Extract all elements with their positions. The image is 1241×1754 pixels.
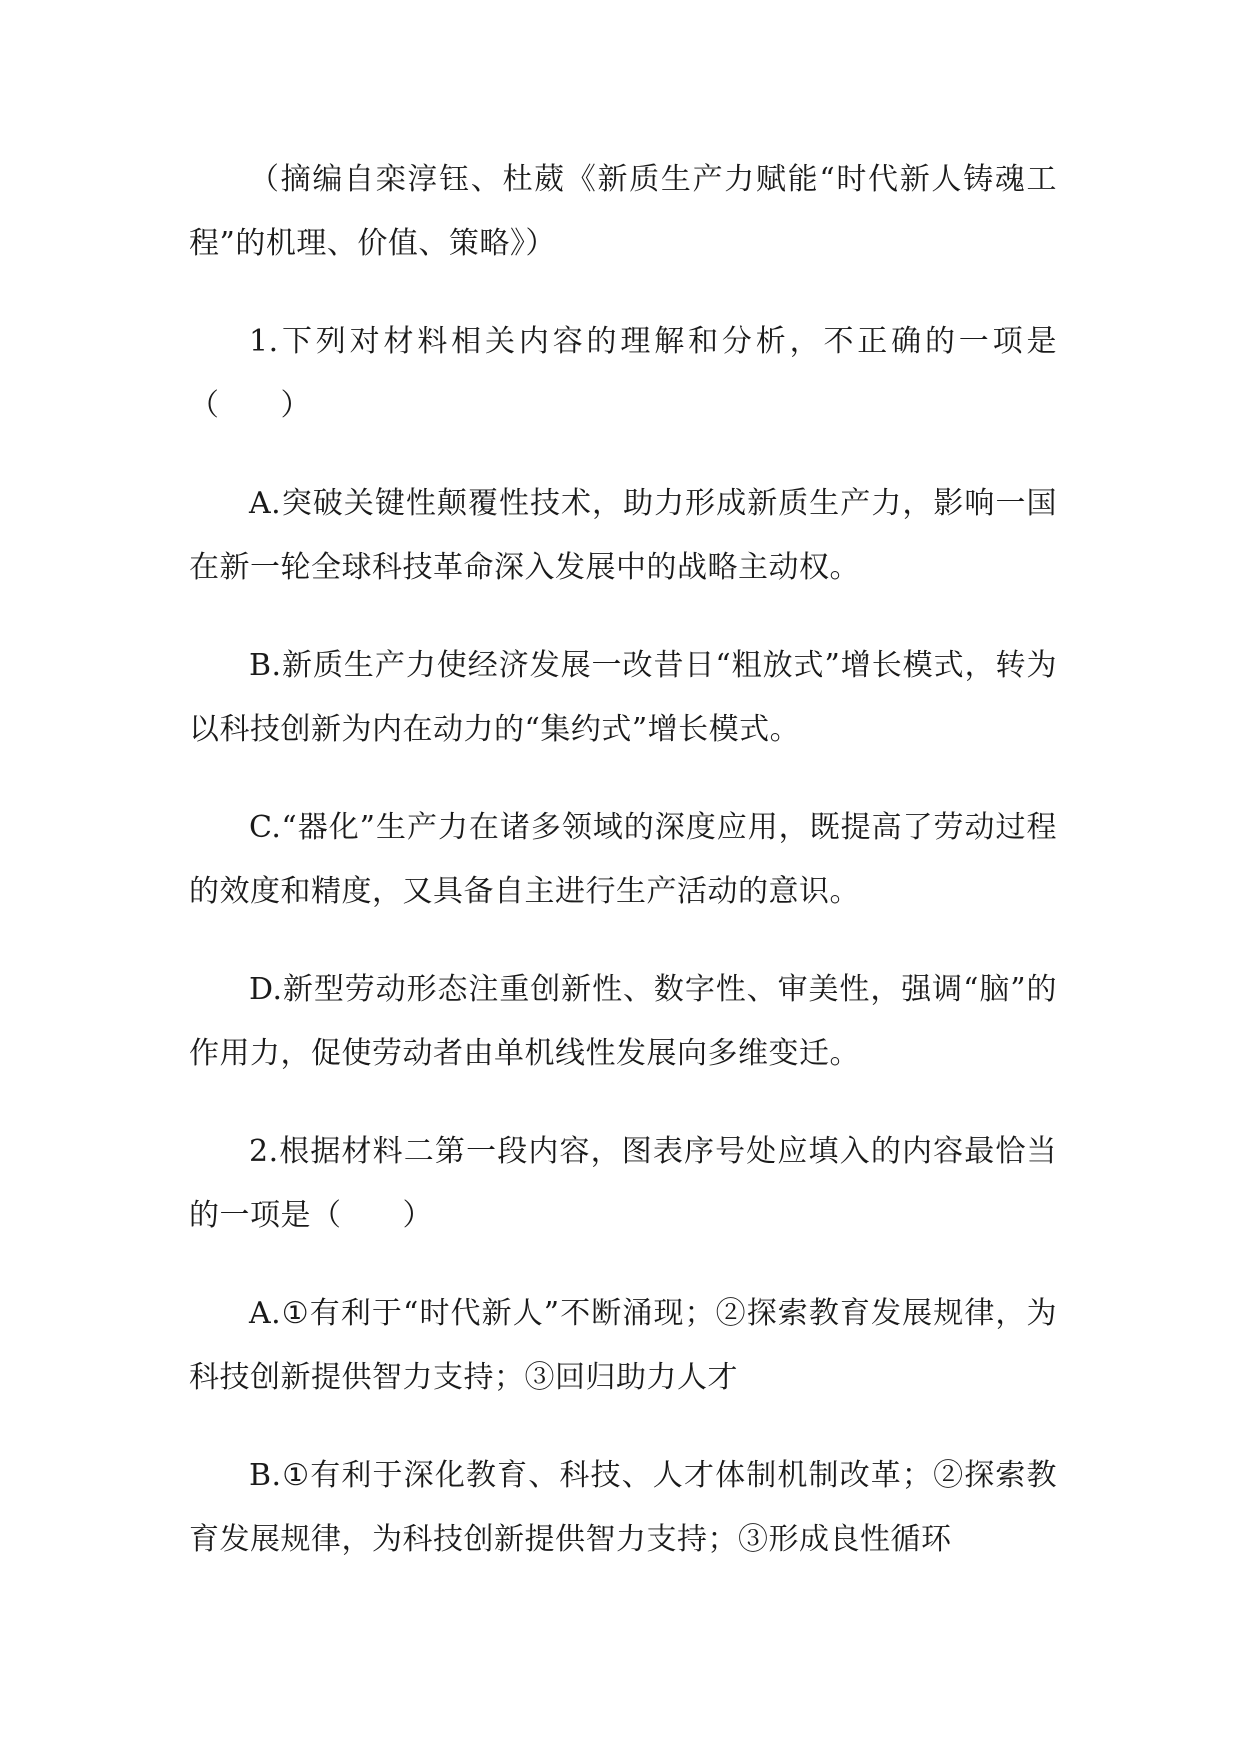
question-1-option-d: D.新型劳动形态注重创新性、数字性、审美性，强调“脑”的作用力，促使劳动者由单机线性发展向多维变迁。 bbox=[189, 972, 1057, 1071]
question-2-option-b: B.①有利于深化教育、科技、人才体制机制改革；②探索教育发展规律，为科技创新提供智力支持；③形成良性循环 bbox=[189, 1458, 1057, 1557]
question-1-option-b: B.新质生产力使经济发展一改昔日“粗放式”增长模式，转为以科技创新为内在动力的“集约式”增长模式。 bbox=[189, 648, 1057, 747]
question-1-option-c: C.“器化”生产力在诸多领域的深度应用，既提高了劳动过程的效度和精度，又具备自主进行生产活动的意识。 bbox=[189, 810, 1057, 909]
source-note: （摘编自栾淳钰、杜葳《新质生产力赋能“时代新人铸魂工程”的机理、价值、策略》） bbox=[189, 162, 1057, 261]
question-2-option-a: A.①有利于“时代新人”不断涌现；②探索教育发展规律，为科技创新提供智力支持；③回归助力人才 bbox=[189, 1296, 1057, 1395]
question-1-stem: 1.下列对材料相关内容的理解和分析，不正确的一项是（ ） bbox=[189, 324, 1057, 423]
document-page bbox=[189, 148, 1057, 1572]
question-1-option-a: A.突破关键性颠覆性技术，助力形成新质生产力，影响一国在新一轮全球科技革命深入发展中的战略主动权。 bbox=[189, 486, 1057, 585]
question-2-stem: 2.根据材料二第一段内容，图表序号处应填入的内容最恰当的一项是（ ） bbox=[189, 1134, 1057, 1233]
